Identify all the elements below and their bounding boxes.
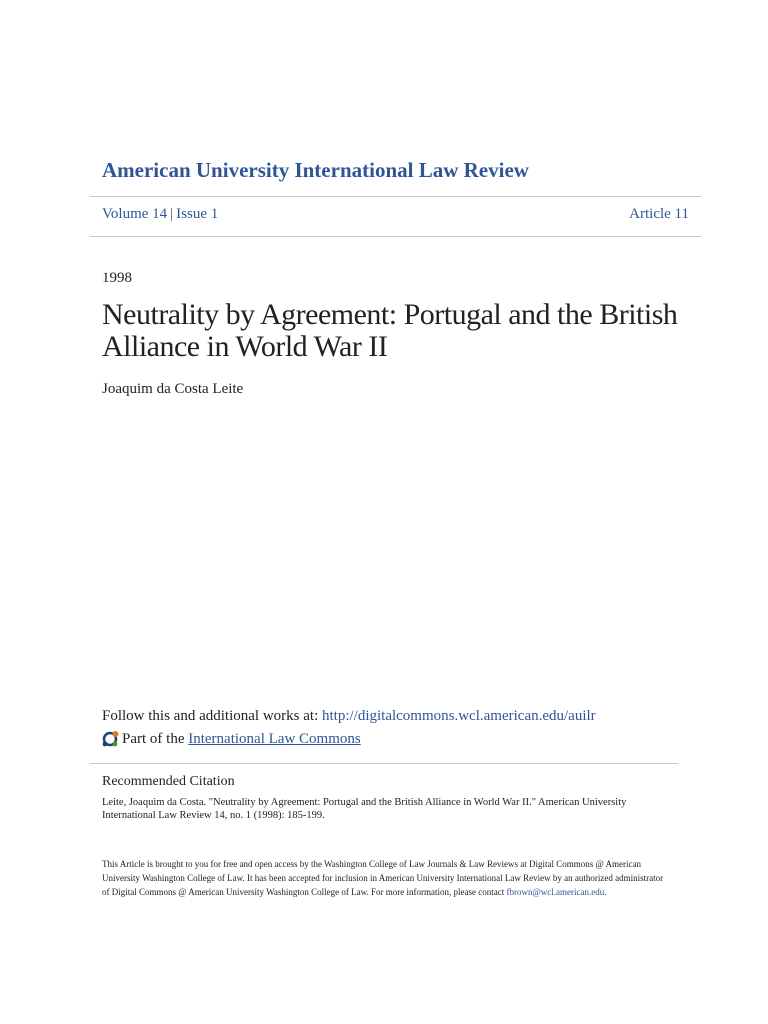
volume-issue-separator: | (170, 206, 174, 222)
issue-link[interactable]: Issue 1 (176, 206, 219, 222)
part-of-line (102, 730, 361, 748)
citation-text: Leite, Joaquim da Costa. "Neutrality by Agreement: Portugal and the British Alliance in World War II." American University International Law Review 14, no. 1 (1998): 185-199. (102, 797, 627, 821)
citation-divider (90, 763, 678, 764)
part-of-prefix: Part of the (122, 730, 185, 747)
network-icon (102, 730, 120, 748)
article-number (629, 206, 689, 223)
access-notice (102, 857, 672, 899)
issue-row (102, 206, 689, 223)
notice-text: This Article is brought to you for free and open access by the Washington College of Law Journals & Law Reviews at Digital Commons @ American University Washington College of Law. It has been accepted for inclusion in American University International Law Review by an authorized administrator of Digital Commons @ American University Washington College of Law. For more information, please contact (102, 859, 664, 897)
issue-divider (90, 236, 701, 237)
commons-link[interactable]: International Law Commons (188, 730, 361, 747)
article-author: Joaquim da Costa Leite (102, 381, 244, 397)
notice-end: . (604, 887, 607, 897)
contact-email-link[interactable]: fbrown@wcl.american.edu (506, 887, 605, 897)
follow-line (102, 708, 596, 725)
publication-year: 1998 (102, 270, 132, 286)
top-divider (90, 196, 701, 197)
journal-title[interactable]: American University International Law Review (102, 158, 529, 182)
follow-prefix: Follow this and additional works at: (102, 708, 319, 724)
volume-issue (102, 206, 218, 223)
volume-link[interactable]: Volume 14 (102, 206, 168, 222)
article-title: Neutrality by Agreement: Portugal and the British Alliance in World War II (102, 298, 678, 363)
citation-heading: Recommended Citation (102, 774, 235, 789)
repository-link[interactable]: http://digitalcommons.wcl.american.edu/auilr (321, 708, 596, 724)
article-link[interactable]: Article 11 (629, 206, 689, 222)
